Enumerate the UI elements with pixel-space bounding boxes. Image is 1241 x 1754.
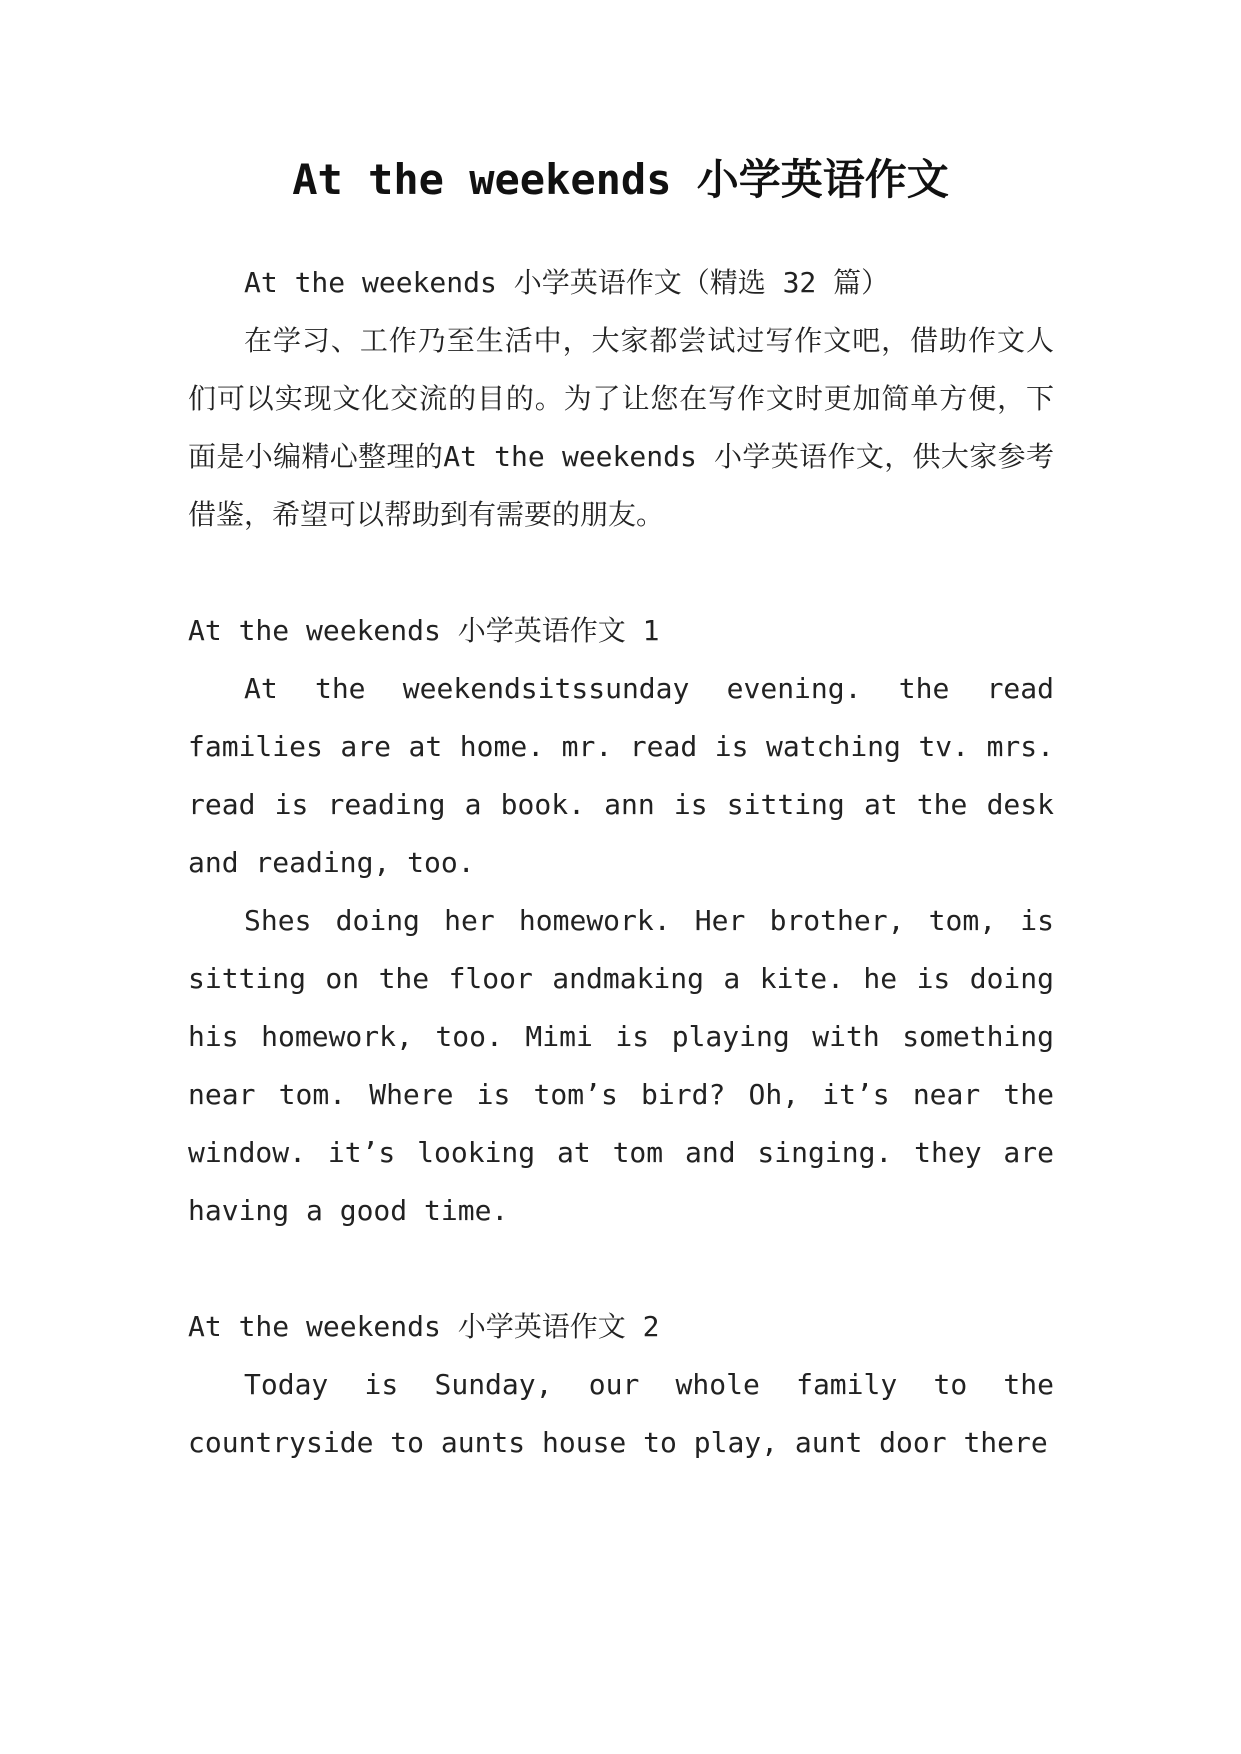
page-title: At the weekends 小学英语作文 xyxy=(292,155,949,204)
section-1-paragraph-2: Shes doing her homework. Her brother, tom, is sitting on the floor andmaking a kite. he is doing his homework, too. Mimi is playing with something near tom. Where is tom’s bird? Oh, it’s near the window. it’s looking at tom and singing. they are having a good time. xyxy=(188,904,1054,1227)
section-heading-1: At the weekends 小学英语作文 1 xyxy=(188,614,660,647)
section-2-paragraph-1: Today is Sunday, our whole family to the countryside to aunts house to play, aunt door there xyxy=(188,1368,1054,1459)
document-body xyxy=(188,254,1054,1472)
document-subtitle: At the weekends 小学英语作文（精选 32 篇） xyxy=(244,266,890,299)
section-1-paragraph-1: At the weekendsitssunday evening. the read families are at home. mr. read is watching tv. mrs. read is reading a book. ann is sitting at the desk and reading, too. xyxy=(188,672,1054,879)
intro-paragraph: 在学习、工作乃至生活中，大家都尝试过写作文吧，借助作文人们可以实现文化交流的目的。为了让您在写作文时更加简单方便，下面是小编精心整理的At the weekends 小学英语作文，供大家参考借鉴，希望可以帮助到有需要的朋友。 xyxy=(188,324,1054,531)
section-heading-2: At the weekends 小学英语作文 2 xyxy=(188,1310,660,1343)
